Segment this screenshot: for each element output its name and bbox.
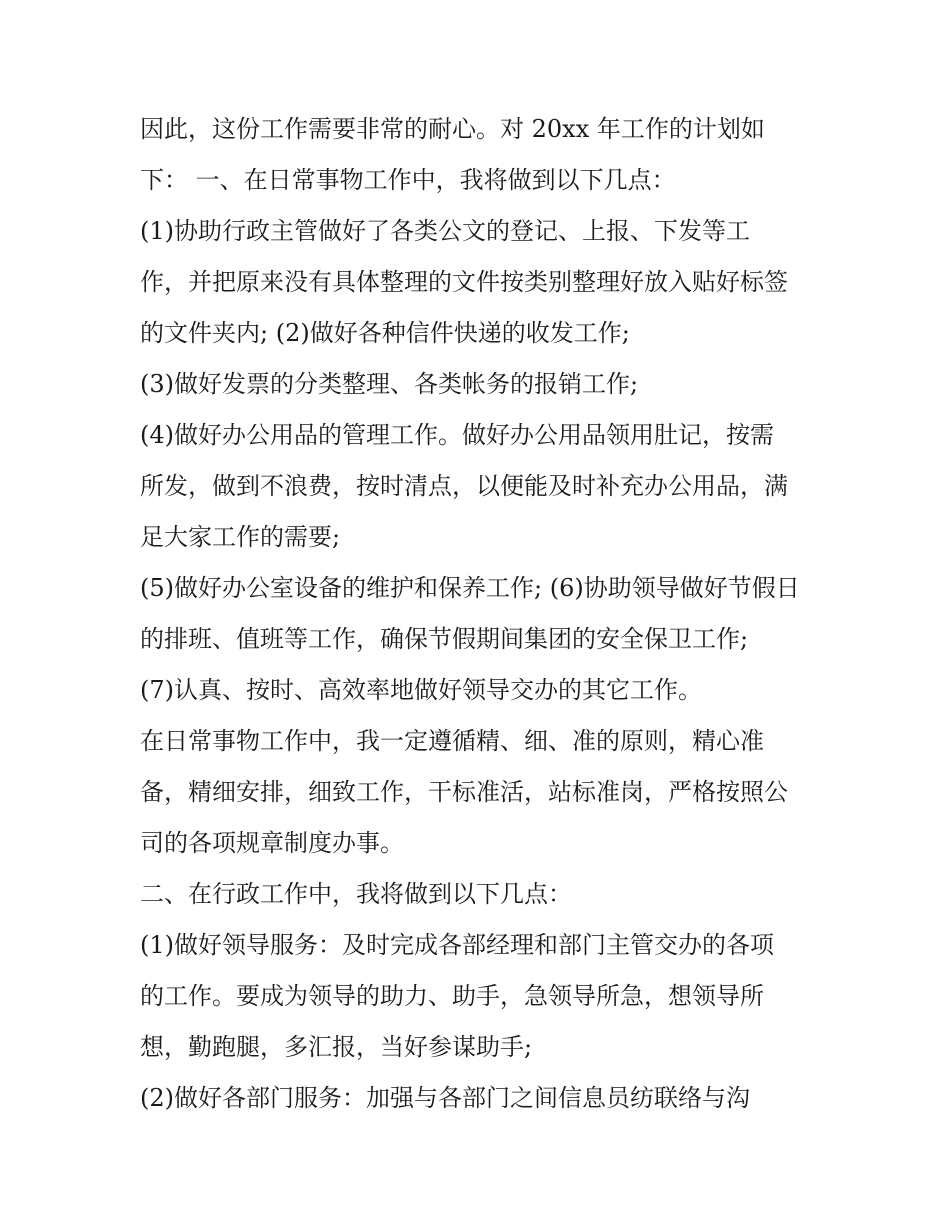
text-line: 的工作。要成为领导的助力、助手，急领导所急，想领导所 <box>140 982 764 1010</box>
text-line: 二、在行政工作中，我将做到以下几点： <box>140 880 572 908</box>
text-line: 在日常事物工作中，我一定遵循精、细、准的原则，精心准 <box>140 727 764 755</box>
text-line: 的文件夹内; (2)做好各种信件快递的收发工作; <box>140 319 630 347</box>
text-line: 备，精细安排，细致工作，干标准活，站标准岗，严格按照公 <box>140 778 788 806</box>
text-line: (5)做好办公室设备的维护和保养工作; (6)协助领导做好节假日 <box>140 574 800 602</box>
document-body <box>140 104 820 1124</box>
text-line: 作，并把原来没有具体整理的文件按类别整理好放入贴好标签 <box>140 268 788 296</box>
text-line: 想，勤跑腿，多汇报，当好参谋助手; <box>140 1033 533 1061</box>
text-line: (3)做好发票的分类整理、各类帐务的报销工作; <box>140 370 639 398</box>
text-line: (1)做好领导服务：及时完成各部经理和部门主管交办的各项 <box>140 931 774 959</box>
text-line: 司的各项规章制度办事。 <box>140 829 404 857</box>
text-line: (4)做好办公用品的管理工作。做好办公用品领用肚记，按需 <box>140 421 774 449</box>
text-line: (7)认真、按时、高效率地做好领导交办的其它工作。 <box>140 676 702 704</box>
text-line: 因此，这份工作需要非常的耐心。对 20xx 年工作的计划如 <box>140 115 765 143</box>
text-line: 下： 一、在日常事物工作中，我将做到以下几点： <box>140 166 676 194</box>
text-line: 的排班、值班等工作，确保节假期间集团的安全保卫工作; <box>140 625 749 653</box>
text-line: (1)协助行政主管做好了各类公文的登记、上报、下发等工 <box>140 217 750 245</box>
text-line: 所发，做到不浪费，按时清点，以便能及时补充办公用品，满 <box>140 472 788 500</box>
text-line: (2)做好各部门服务：加强与各部门之间信息员纺联络与沟 <box>140 1084 750 1112</box>
text-line: 足大家工作的需要; <box>140 523 341 551</box>
